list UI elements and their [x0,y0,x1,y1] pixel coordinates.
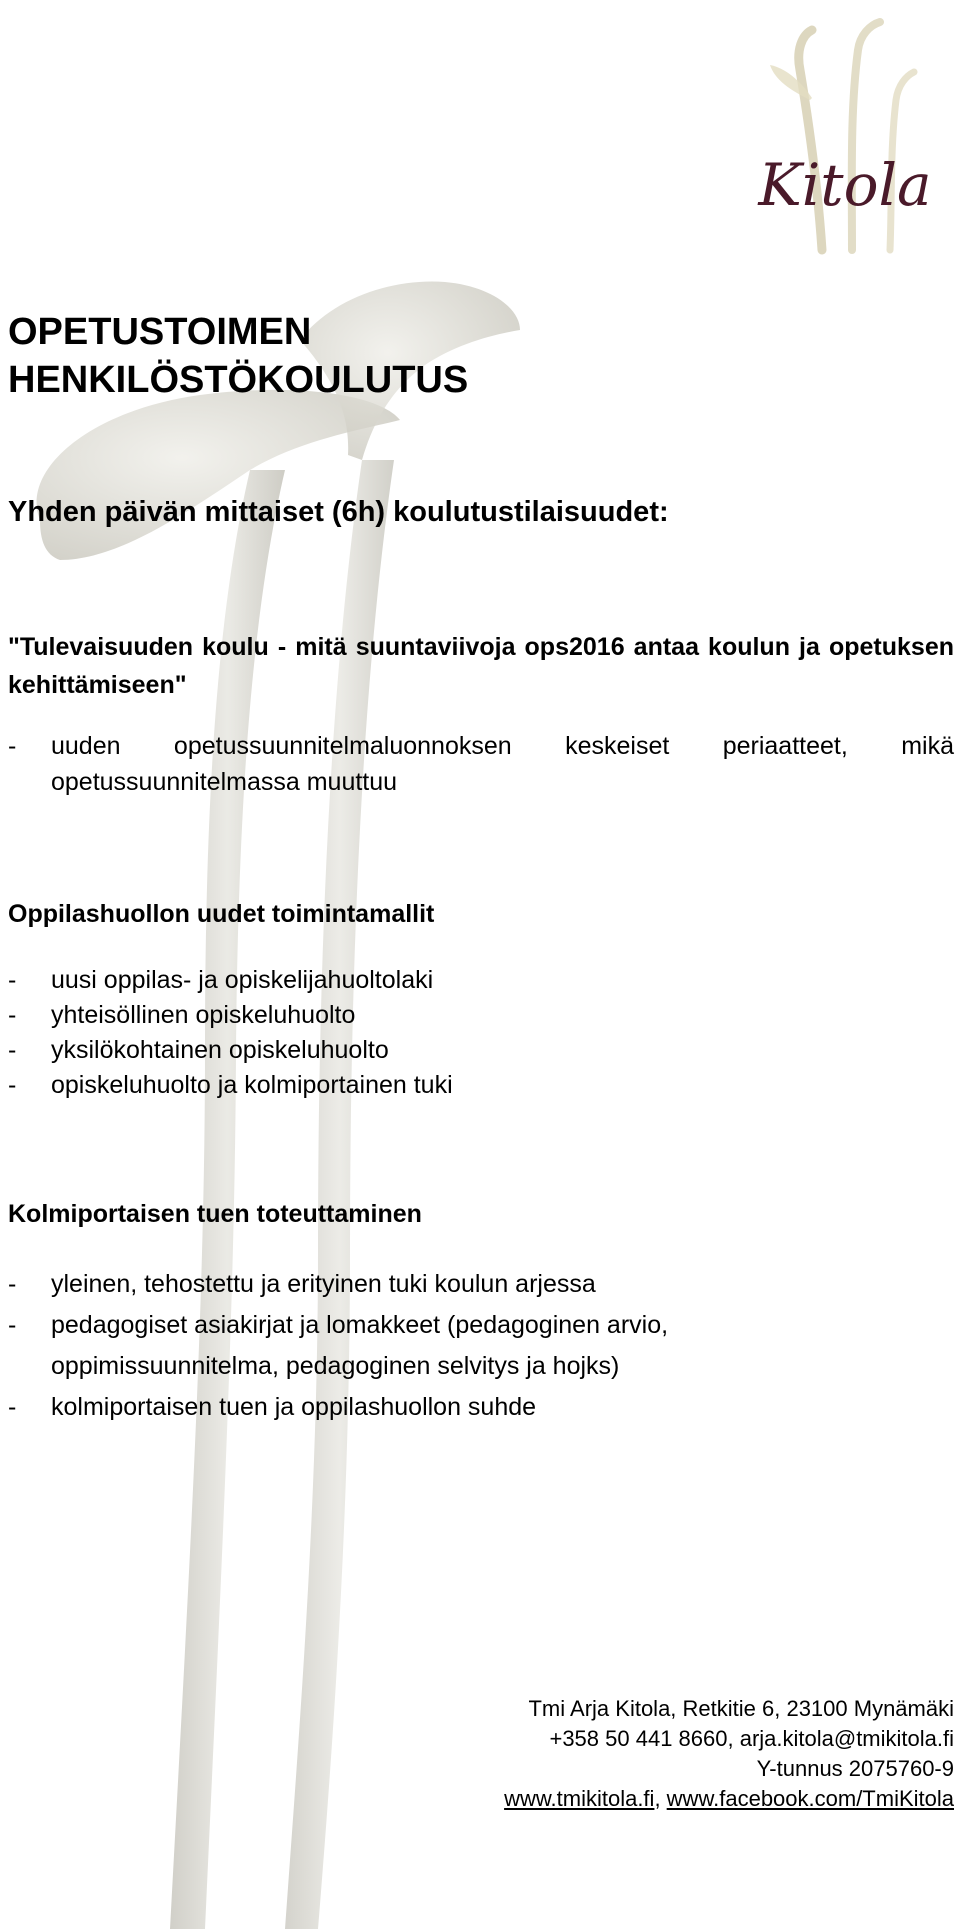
list-item: - yksilökohtainen opiskeluhuolto [8,1036,389,1064]
list-item: - yleinen, tehostettu ja erityinen tuki koulun arjessa [8,1270,596,1298]
footer-links [504,1784,954,1814]
kitola-logo [740,10,950,260]
footer-contact: +358 50 441 8660, arja.kitola@tmikitola.fi [549,1726,954,1751]
footer-address: Tmi Arja Kitola, Retkitie 6, 23100 Mynämäki [528,1696,954,1721]
list-item: - opiskeluhuolto ja kolmiportainen tuki [8,1071,453,1099]
website-link[interactable]: www.tmikitola.fi [504,1786,655,1811]
contact-footer [504,1694,954,1814]
link-separator: , [654,1786,667,1811]
logo-wordmark: Kitola [758,151,932,219]
section-3-title: Kolmiportaisen tuen toteuttaminen [8,1200,422,1228]
section-2-list [8,963,954,1103]
page-title [8,308,468,404]
list-item: - uuden opetussuunnitelmaluonnoksen keskeiset periaatteet, mikä opetussuunnitelmassa muuttuu [8,732,954,796]
section-2-title: Oppilashuollon uudet toimintamallit [8,900,435,928]
facebook-link[interactable]: www.facebook.com/TmiKitola [666,1786,954,1811]
list-item: - yhteisöllinen opiskeluhuolto [8,1001,356,1029]
title-line-2: HENKILÖSTÖKOULUTUS [8,359,469,401]
section-1-title: "Tulevaisuuden koulu - mitä suuntaviivoja ops2016 antaa koulun ja opetuksen kehittämiseen" [8,633,954,699]
list-item: - uusi oppilas- ja opiskelijahuoltolaki [8,966,434,994]
subtitle: Yhden päivän mittaiset (6h) koulutustilaisuudet: [8,496,669,528]
section-3-list [8,1264,954,1428]
footer-business-id: Y-tunnus 2075760-9 [756,1756,954,1781]
list-item: - kolmiportaisen tuen ja oppilashuollon suhde [8,1393,537,1421]
section-1-list [8,728,954,800]
title-line-1: OPETUSTOIMEN [8,311,312,353]
list-item: - pedagogiset asiakirjat ja lomakkeet (pedagoginen arvio, oppimissuunnitelma, pedagoginen selvitys ja hojks) [8,1311,669,1380]
